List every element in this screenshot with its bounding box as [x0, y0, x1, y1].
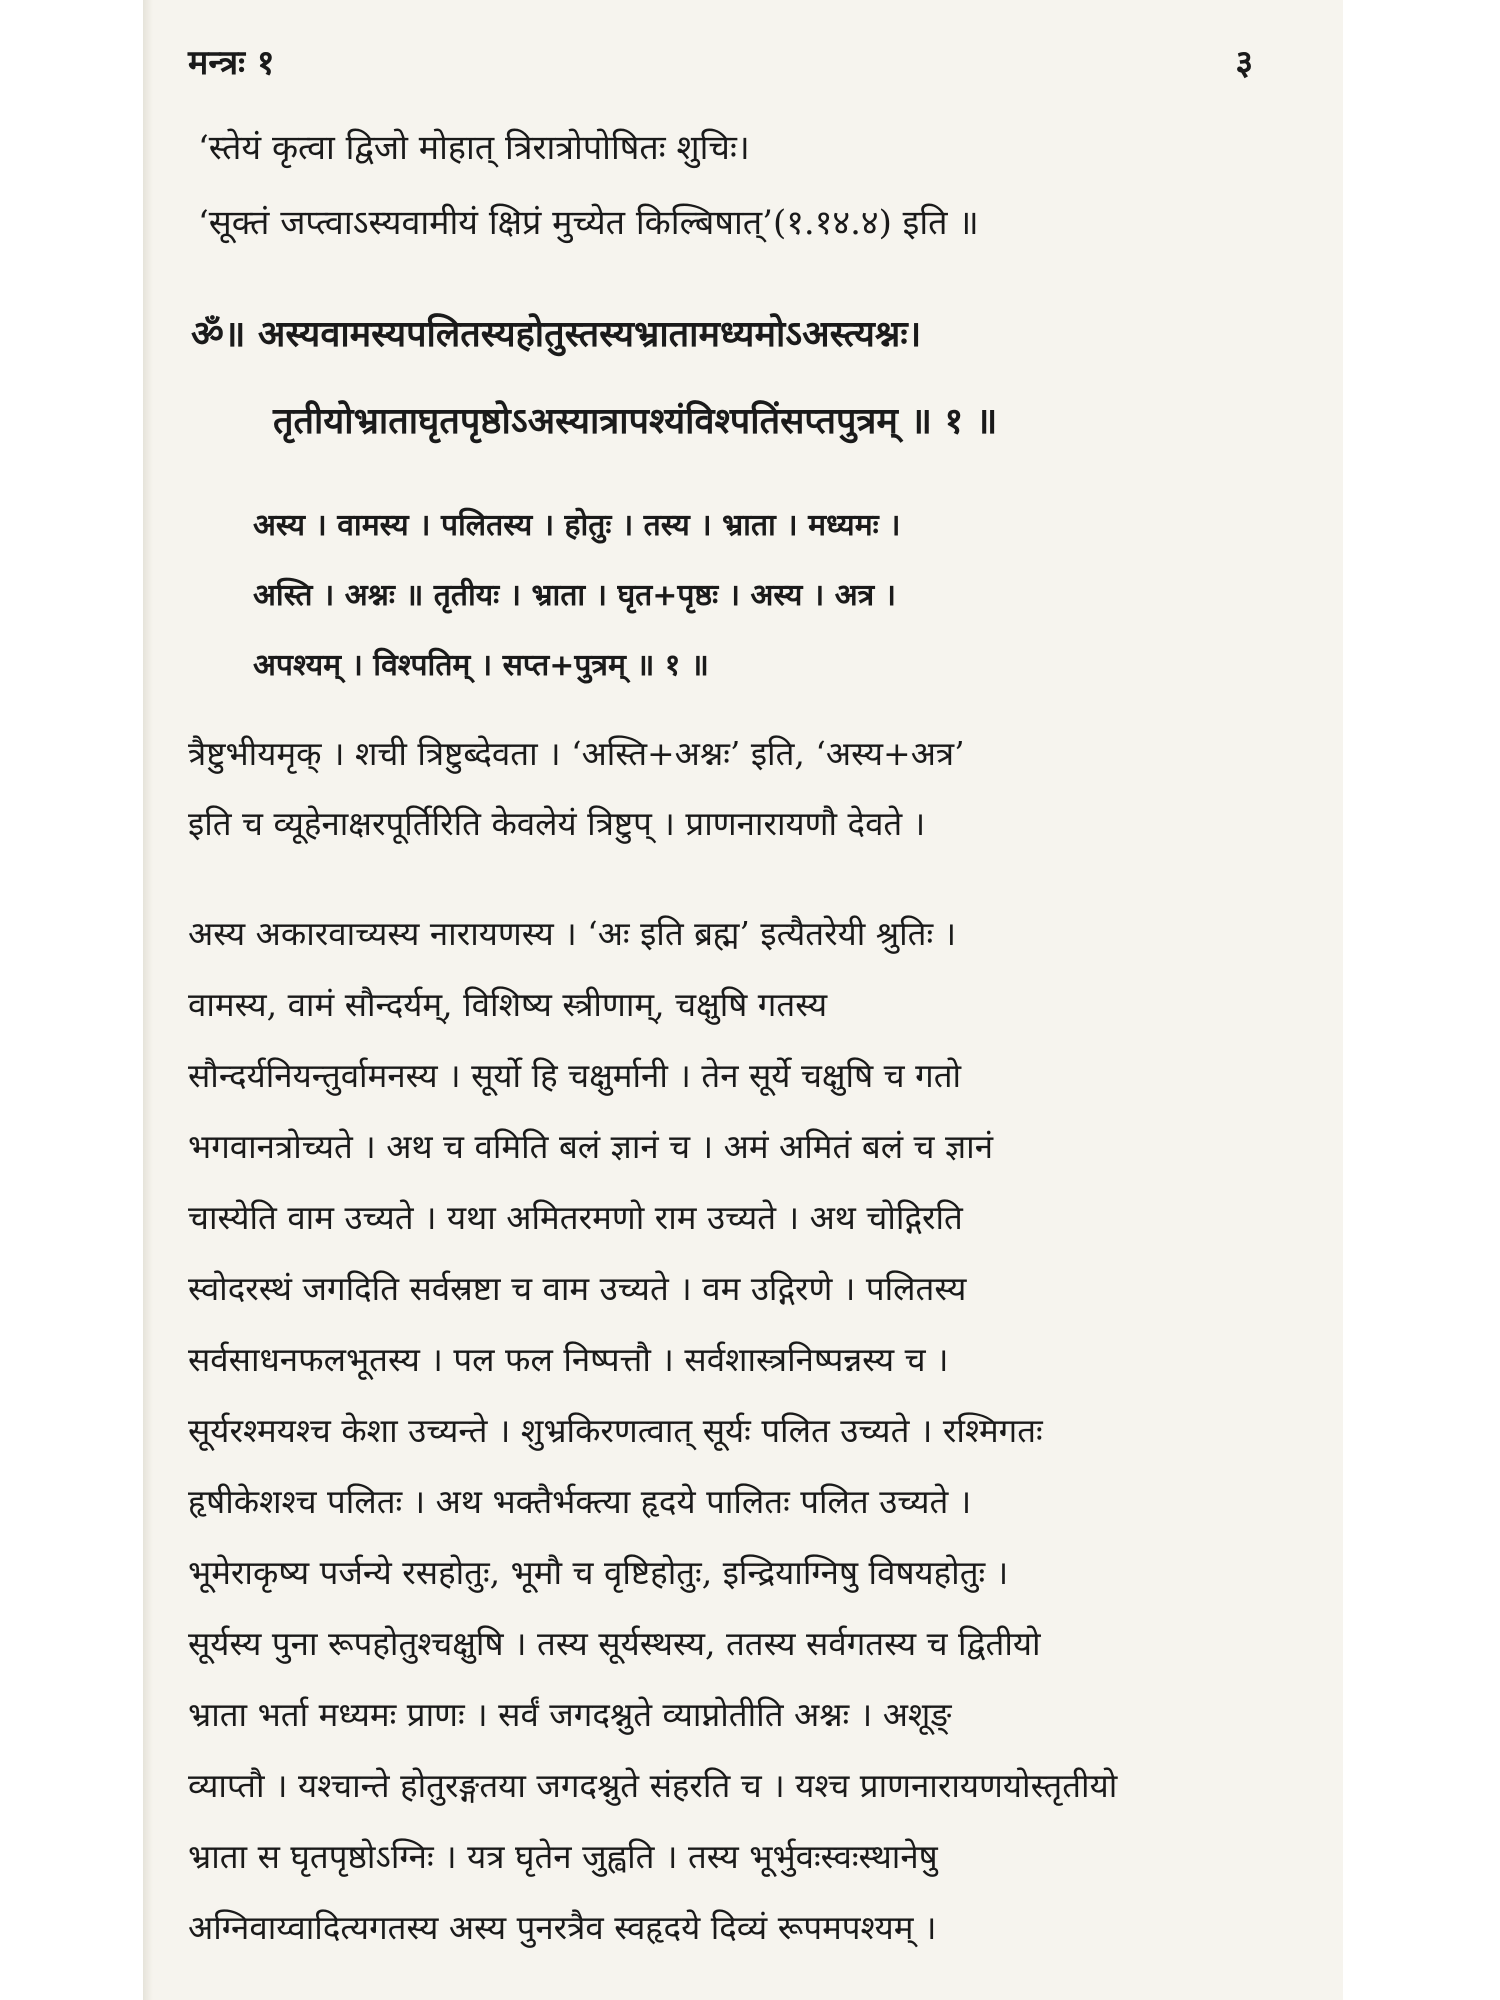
pada-line: अस्ति । अश्नः ॥ तृतीयः । भ्राता । घृत+पृष्ठः । अस्य । अत्र ।: [253, 578, 896, 613]
commentary-line: भगवानत्रोच्यते । अथ च वमिति बलं ज्ञानं च । अमं अमितं बलं च ज्ञानं: [188, 1127, 994, 1166]
commentary-line: भ्राता भर्ता मध्यमः प्राणः । सर्वं जगदश्नुते व्याप्नोतीति अश्नः । अशूङ्: [188, 1695, 952, 1734]
mantra-line: तृतीयोभ्राताघृतपृष्ठोऽअस्यात्रापश्यंविश्पतिंसप्तपुत्रम् ॥ १ ॥: [273, 400, 998, 442]
commentary-line: सर्वसाधनफलभूतस्य । पल फल निष्पत्तौ । सर्वशास्त्रनिष्पन्नस्य च ।: [188, 1340, 949, 1379]
commentary: [188, 898, 1308, 1963]
mantra-line: ॐ॥ अस्यवामस्यपलितस्यहोतुस्तस्यभ्रातामध्यमोऽअस्त्यश्नः।: [191, 313, 922, 355]
commentary-line: सौन्दर्यनियन्तुर्वामनस्य । सूर्यो हि चक्षुर्मानी । तेन सूर्ये चक्षुषि च गतो: [188, 1056, 962, 1095]
commentary-line: अस्य अकारवाच्यस्य नारायणस्य । ‘अः इति ब्रह्म’ इत्यैतरेयी श्रुतिः ।: [188, 914, 957, 953]
page-number: ३: [1235, 43, 1253, 83]
pada-line: अस्य । वामस्य । पलितस्य । होतुः । तस्य । भ्राता । मध्यमः ।: [253, 508, 901, 543]
commentary-line: चास्येति वाम उच्यते । यथा अमितरमणो राम उच्यते । अथ चोद्गिरति: [188, 1198, 963, 1237]
commentary-line: वामस्य, वामं सौन्दर्यम्, विशिष्य स्त्रीणाम्, चक्षुषि गतस्य: [188, 985, 828, 1024]
commentary-line: सूर्यरश्मयश्च केशा उच्यन्ते । शुभ्रकिरणत्वात् सूर्यः पलित उच्यते । रश्मिगतः: [188, 1411, 1043, 1450]
section-title: मन्त्रः १: [188, 43, 275, 83]
commentary-line: हृषीकेशश्च पलितः । अथ भक्तैर्भक्त्या हृदये पालितः पलित उच्यते ।: [188, 1482, 972, 1521]
meta-line: त्रैष्टुभीयमृक् । शची त्रिष्टुब्देवता । ‘अस्ति+अश्नः’ इति, ‘अस्य+अत्र’: [188, 734, 965, 773]
commentary-line: अग्निवाय्वादित्यगतस्य अस्य पुनरत्रैव स्वहृदये दिव्यं रूपमपश्यम् ।: [188, 1908, 937, 1947]
quote-line: ‘सूक्तं जप्त्वाऽस्यवामीयं क्षिप्रं मुच्येत किल्बिषात्’(१.१४.४) इति ॥: [198, 203, 979, 243]
meta-line: इति च व्यूहेनाक्षरपूर्तिरिति केवलेयं त्रिष्टुप् । प्राणनारायणौ देवते ।: [188, 804, 926, 843]
book-page: [143, 0, 1343, 2000]
page-header: [188, 38, 1253, 88]
pada-line: अपश्यम् । विश्पतिम् । सप्त+पुत्रम् ॥ १ ॥: [253, 648, 709, 683]
commentary-line: भूमेराकृष्य पर्जन्ये रसहोतुः, भूमौ च वृष्टिहोतुः, इन्द्रियाग्निषु विषयहोतुः ।: [188, 1553, 1009, 1592]
commentary-line: व्याप्तौ । यश्चान्ते होतुरङ्गतया जगदश्नुते संहरति च । यश्च प्राणनारायणयोस्तृतीयो: [188, 1766, 1118, 1805]
commentary-line: स्वोदरस्थं जगदिति सर्वस्रष्टा च वाम उच्यते । वम उद्गिरणे । पलितस्य: [188, 1269, 967, 1308]
commentary-line: सूर्यस्य पुना रूपहोतुश्चक्षुषि । तस्य सूर्यस्थस्य, ततस्य सर्वगतस्य च द्वितीयो: [188, 1624, 1041, 1663]
commentary-line: भ्राता स घृतपृष्ठोऽग्निः । यत्र घृतेन जुह्वति । तस्य भूर्भुवःस्वःस्थानेषु: [188, 1837, 938, 1876]
quote-line: ‘स्तेयं कृत्वा द्विजो मोहात् त्रिरात्रोपोषितः शुचिः।: [198, 128, 750, 168]
